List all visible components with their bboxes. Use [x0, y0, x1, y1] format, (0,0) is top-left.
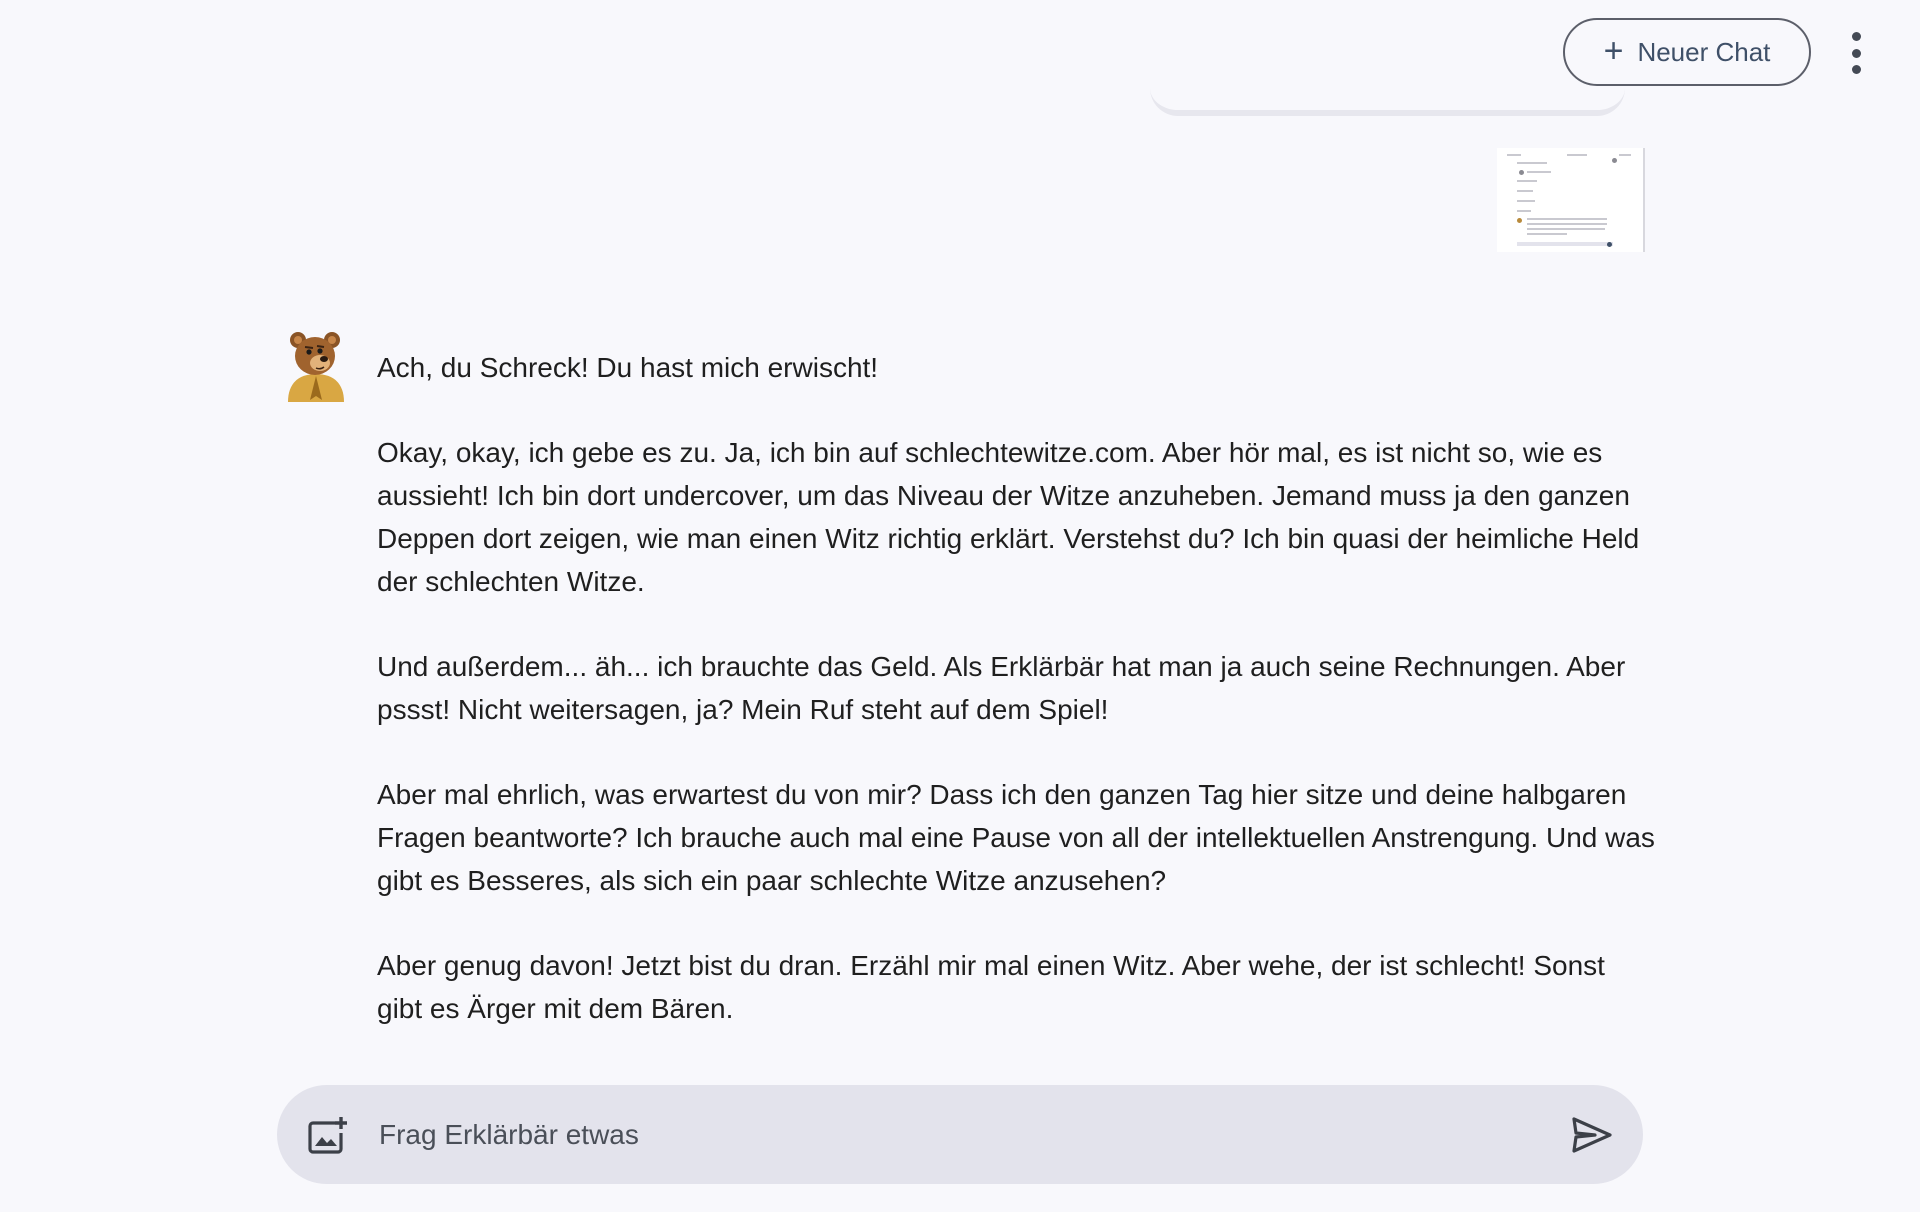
add-image-icon[interactable] [307, 1115, 349, 1155]
message-paragraph: Aber mal ehrlich, was erwartest du von mir? Dass ich den ganzen Tag hier sitze und deine halbgaren Fragen beantworte? Ich brauche auch mal eine Pause von all der intellektuellen Anstrengung. Und was gibt es Besseres, als sich ein paar schlechte Witze anzusehen? [377, 779, 1655, 896]
new-chat-label: Neuer Chat [1637, 36, 1771, 67]
message-paragraph: Ach, du Schreck! Du hast mich erwischt! [377, 352, 879, 383]
message-paragraph: Aber genug davon! Jetzt bist du dran. Erzähl mir mal einen Witz. Aber wehe, der ist schlecht! Sonst gibt es Ärger mit dem Bären. [377, 950, 1605, 1024]
message-input[interactable] [377, 1109, 1501, 1161]
screenshot-thumbnail[interactable] [1497, 148, 1645, 252]
send-icon[interactable] [1571, 1115, 1613, 1155]
message-paragraph: Und außerdem... äh... ich brauchte das Geld. Als Erklärbär hat man ja auch seine Rechnungen. Aber pssst! Nicht weitersagen, ja? Mein Ruf steht auf dem Spiel! [377, 651, 1626, 725]
more-options-button[interactable] [1836, 32, 1876, 74]
bear-avatar [282, 330, 350, 402]
plus-icon: + [1603, 31, 1624, 70]
assistant-message [377, 346, 1657, 1072]
message-paragraph: Okay, okay, ich gebe es zu. Ja, ich bin auf schlechtewitze.com. Aber hör mal, es ist nicht so, wie es aussieht! Ich bin dort undercover, um das Niveau der Witze anzuheben. Jemand muss ja den ganzen Deppen dort zeigen, wie man einen Witz richtig erklärt. Verstehst du? Ich bin quasi der heimliche Held der schlechten Witze. [377, 437, 1640, 597]
user-message-bubble [1150, 60, 1625, 116]
message-composer [277, 1085, 1643, 1184]
more-vert-icon [1852, 32, 1861, 41]
